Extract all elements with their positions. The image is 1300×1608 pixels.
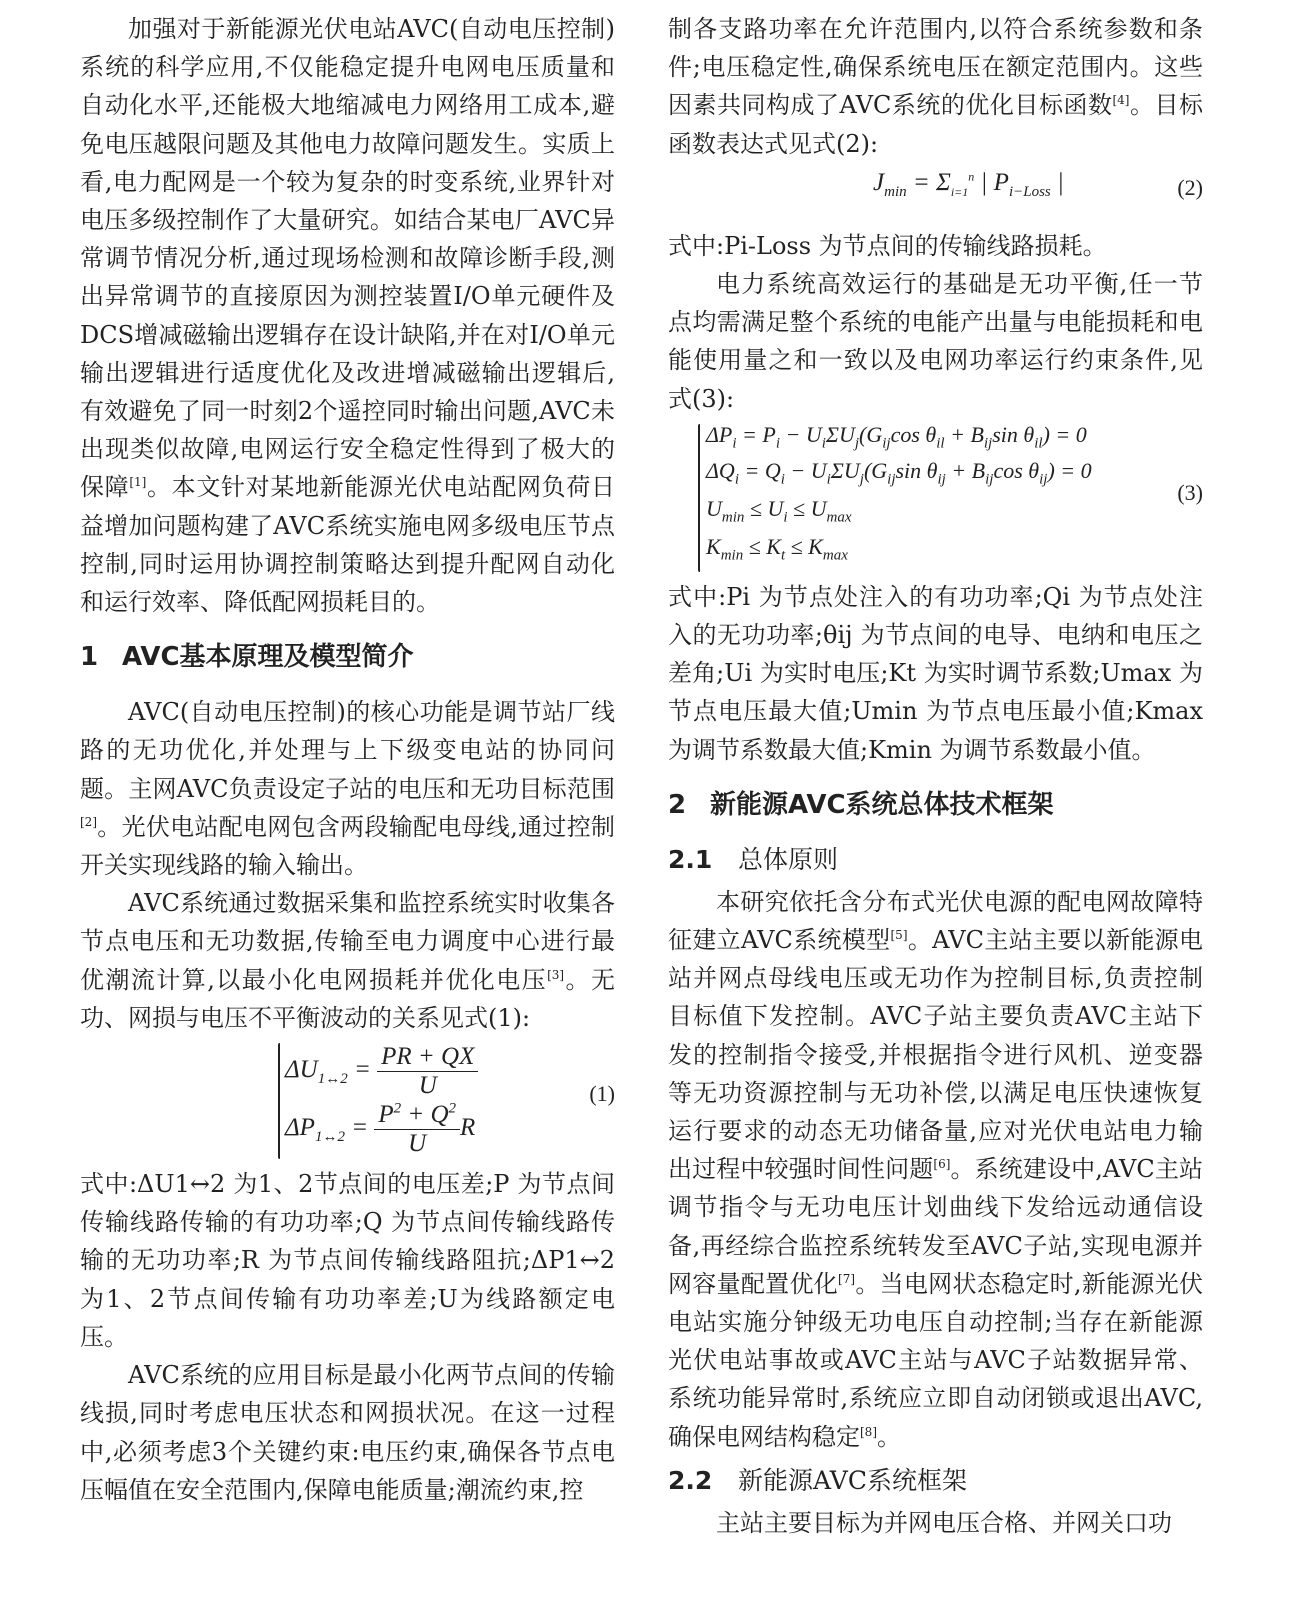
citation: [2] xyxy=(80,814,97,829)
paragraph: AVC(自动电压控制)的核心功能是调节站厂线路的无功优化,并处理与上下级变电站的协同问题。主网AVC负责设定子站的电压和无功目标范围[2]。光伏电站配电网包含两段输配电母线,通过控制开关实现线路的输入输出。 xyxy=(80,698,615,880)
subsection-heading-2-2: 2.2 新能源AVC系统框架 xyxy=(668,1465,967,1495)
paragraph: 本研究依托含分布式光伏电源的配电网故障特征建立AVC系统模型[5]。AVC主站主要以新能源电站并网点母线电压或无功作为控制目标,负责控制目标值下发控制。AVC子站主要负责AVC主站下发的控制指令接受,并根据指令进行风机、逆变器等无功资源控制与无功补偿,以满足电压快速恢复运行要求的动态无功储备量,应对光伏电站电力输出过程中较强时间性问题[6]。系统建设中,AVC主站调节指令与无功电压计划曲线下发给远动通信设备,再经综合监控系统转发至AVC子站,实现电源并网容量配置优化[7]。当电网状态稳定时,新能源光伏电站实施分钟级无功电压自动控制;当存在新能源光伏电站事故或AVC主站与AVC子站数据异常、系统功能异常时,系统应立即自动闭锁或退出AVC,确保电网结构稳定[8]。 xyxy=(668,887,1204,1451)
paragraph: AVC系统通过数据采集和监控系统实时收集各节点电压和无功数据,传输至电力调度中心进行最优潮流计算,以最小化电网损耗并优化电压[3]。无功、网损与电压不平衡波动的关系见式(1): xyxy=(80,889,616,1032)
citation: [6] xyxy=(933,1157,951,1172)
equation-3: $\Delta P_i = P_i - U_i\Sigma U_j(G_{ij}\cos$ $\theta_{il} + B_{ij}\sin$ $\theta_{il}) = 0$ $\Delta Q_i = Q_i - U_i\Sigma U_j(G_{ij}\sin$ $\theta_{ij} + B_{ij}\cos$ $\theta_{ij}) = 0$ $U_{min} \le U_i \le U_{max}$ $K_{min} \le K_t \le K_{max}$ (3) xyxy=(668,418,1203,578)
citation: [5] xyxy=(890,928,908,943)
paragraph: 电力系统高效运行的基础是无功平衡,任一节点均需满足整个系统的电能产出量与电能损耗和电能使用量之和一致以及电网功率运行约束条件,见式(3): xyxy=(668,270,1203,413)
equation-1: $\Delta U_{1\leftrightarrow 2}$ = $\frac{PR + QX}{U}$ $\Delta P_{1\leftrightarrow 2}$ = $\frac{P^2 + Q^2}{U}$ R (1) xyxy=(80,1037,615,1165)
citation: [4] xyxy=(1112,93,1130,108)
subsection-heading-2-1: 2.1 总体原则 xyxy=(668,844,839,874)
left-column xyxy=(80,10,615,1509)
equation-number: (3) xyxy=(1177,479,1203,505)
paragraph: 式中:ΔU1↔2 为1、2节点间的电压差;P 为节点间传输线路传输的有功功率;Q 为节点间传输线路传输的无功功率;R 为节点间传输线路阻抗;ΔP1↔2 为1、2节点间传输有功功率差;U为线路额定电压。 xyxy=(80,1170,615,1351)
paragraph: 式中:Pi 为节点处注入的有功功率;Qi 为节点处注入的无功功率;θij 为节点间的电导、电纳和电压之差角;Ui 为实时电压;Kt 为实时调节系数;Umax 为节点电压最大值;Umin 为节点电压最小值;Kmax 为调节系数最大值;Kmin 为调节系数最小值。 xyxy=(668,582,1203,764)
equation-number: (1) xyxy=(589,1081,615,1107)
citation: [1] xyxy=(129,475,147,490)
section-heading-2: 2 新能源AVC系统总体技术框架 xyxy=(668,789,1054,820)
equation-number: (2) xyxy=(1177,174,1203,200)
citation: [7] xyxy=(838,1271,856,1286)
paragraph: 制各支路功率在允许范围内,以符合系统参数和条件;电压稳定性,确保系统电压在额定范围内。这些因素共同构成了AVC系统的优化目标函数[4]。目标函数表达式见式(2): xyxy=(668,15,1203,158)
paragraph: 式中:Pi-Loss 为节点间的传输线路损耗。 xyxy=(668,231,1107,260)
paragraph: AVC系统的应用目标是最小化两节点间的传输线损,同时考虑电压状态和网损状况。在这一过程中,必须考虑3个关键约束:电压约束,确保各节点电压幅值在安全范围内,保障电能质量;潮流约束,控 xyxy=(80,1361,615,1504)
right-column xyxy=(668,10,1203,1542)
citation: [8] xyxy=(860,1424,877,1439)
equation-2: $J_{min} = \Sigma_{i=1}^n$ | $P_{i-Loss}$ | (2) xyxy=(873,168,1203,200)
paragraph: 主站主要目标为并网电压合格、并网关口功 xyxy=(716,1508,1172,1537)
paragraph: 加强对于新能源光伏电站AVC(自动电压控制)系统的科学应用,不仅能稳定提升电网电压质量和自动化水平,还能极大地缩减电力网络用工成本,避免电压越限问题及其他电力故障问题发生。实质上看,电力配网是一个较为复杂的时变系统,业界针对电压多级控制作了大量研究。如结合某电厂AVC异常调节情况分析,通过现场检测和故障诊断手段,测出异常调节的直接原因为测控装置I/O单元硬件及DCS增减磁输出逻辑存在设计缺陷,并在对I/O单元输出逻辑进行适度优化及改进增减磁输出逻辑后,有效避免了同一时刻2个遥控同时输出问题,AVC未出现类似故障,电网运行安全稳定性得到了极大的保障[1]。本文针对某地新能源光伏电站配网负荷日益增加问题构建了AVC系统实施电网多级电压节点控制,同时运用协调控制策略达到提升配网自动化和运行效率、降低配网损耗目的。 xyxy=(80,15,616,617)
section-heading-1: 1 AVC基本原理及模型简介 xyxy=(80,642,414,673)
citation: [3] xyxy=(547,967,565,982)
